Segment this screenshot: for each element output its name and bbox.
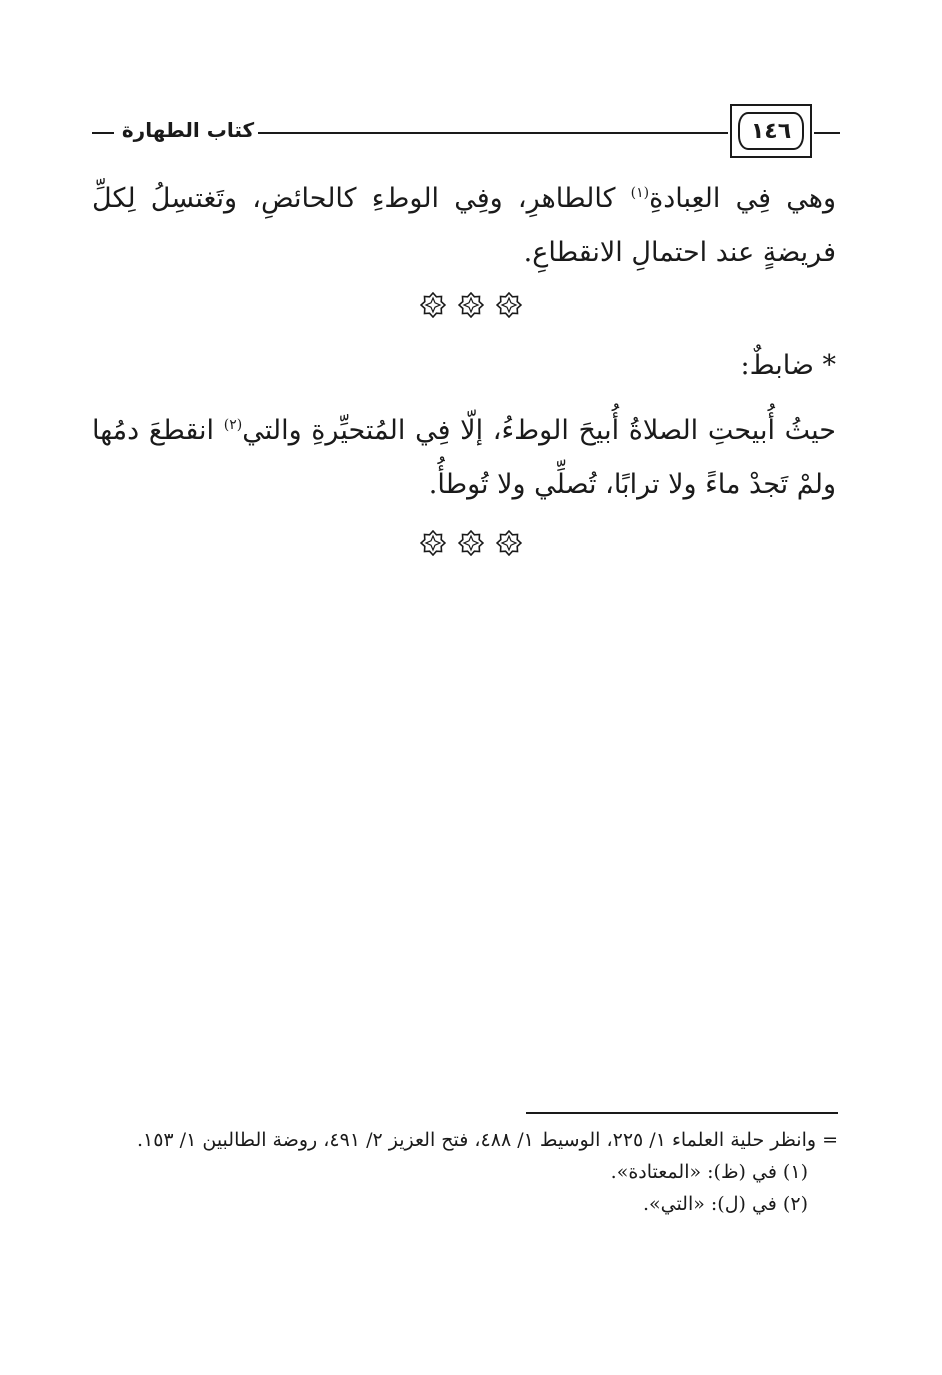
paragraph-2-text-b: انقطعَ دمُها <box>92 415 224 446</box>
page-header <box>88 100 840 160</box>
footnotes <box>94 1126 838 1218</box>
paragraph-2-text-c: ولمْ تَجدْ ماءً ولا ترابًا، تُصلِّي ولا تُوطأُ. <box>428 469 836 500</box>
running-title: كتاب الطهارة <box>121 118 255 142</box>
page-number: ١٤٦ <box>738 112 804 150</box>
paragraph-1-text-c: عند احتمالِ الانقطاعِ. <box>523 237 755 268</box>
header-rule-middle <box>258 132 728 134</box>
eight-point-star-icon <box>420 292 446 318</box>
footnote-continuation: = وانظر حلية العلماء ١/ ٢٢٥، الوسيط ١/ ٤٨٨، فتح العزيز ٢/ ٤٩١، روضة الطالبين ١/ ١٥٣. <box>136 1129 838 1151</box>
header-rule-right <box>814 132 840 134</box>
paragraph-1-text-b: كالطاهرِ، وفِي الوطءِ كالحائضِ، وتَغتسِلُ لِكلِّ فريضةٍ <box>92 183 836 268</box>
eight-point-star-icon <box>458 530 484 556</box>
page-number-frame <box>730 104 812 158</box>
eight-point-star-icon <box>420 530 446 556</box>
footnote-separator <box>526 1112 838 1114</box>
paragraph-2 <box>92 404 836 512</box>
paragraph-1-text-a: وهي فِي العِبادةِ <box>649 183 836 214</box>
eight-point-star-icon <box>496 292 522 318</box>
footnote-1: (١) في (ظ): «المعتادة». <box>610 1161 808 1183</box>
footnote-ref-1: (١) <box>630 185 650 201</box>
footnote-2: (٢) في (ل): «التي». <box>642 1193 808 1215</box>
paragraph-1 <box>92 172 836 280</box>
eight-point-star-icon <box>496 530 522 556</box>
header-rule-left <box>92 132 114 134</box>
paragraph-2-text-a: حيثُ أُبيحتِ الصلاةُ أُبيحَ الوطءُ، إلّا فِي المُتحيِّرةِ والتي <box>242 415 836 446</box>
footnote-ref-2: (٢) <box>223 417 243 433</box>
section-heading: * ضابطٌ: <box>740 350 836 381</box>
section-divider-2 <box>0 530 942 556</box>
section-divider-1 <box>0 292 942 318</box>
eight-point-star-icon <box>458 292 484 318</box>
